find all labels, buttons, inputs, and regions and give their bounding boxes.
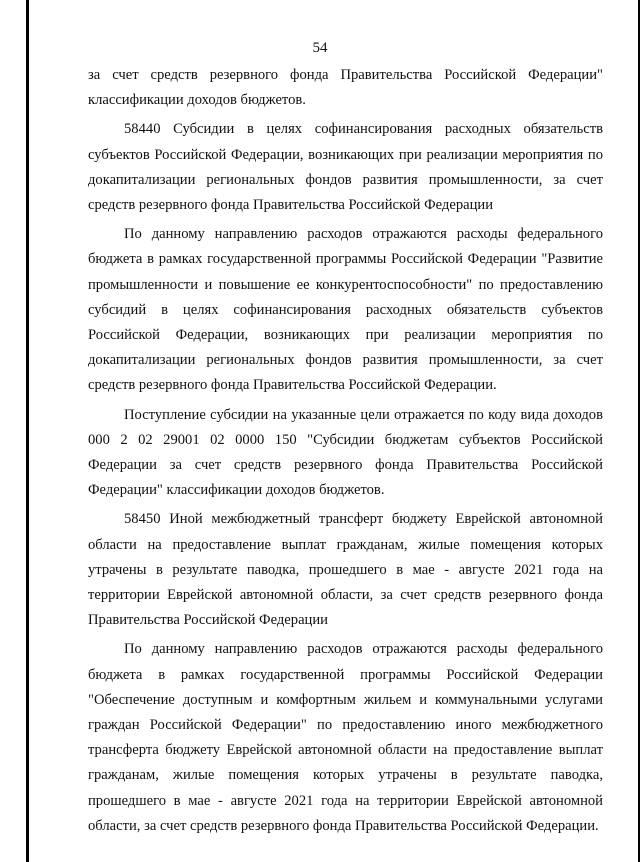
document-body xyxy=(88,63,603,843)
page-number: 54 xyxy=(312,40,328,56)
paragraph: По данному направлению расходов отражаются расходы федерального бюджета в рамках государственной программы Российской Федерации "Развитие промышленности и повышение ее конкурентоспособности" по предоставлению субсидий в целях софинансирования расходных обязательств субъектов Российской Федерации, возникающих при реализации мероприятия по докапитализации региональных фондов развития промышленности, за счет средств резервного фонда Правительства Российской Федерации. xyxy=(88,226,603,394)
paragraph: По данному направлению расходов отражаются расходы федерального бюджета в рамках государственной программы Российской Федерации "Обеспечение доступным и комфортным жильем и коммунальными услугами граждан Российской Федерации" по предоставлению иного межбюджетного трансферта бюджету Еврейской автономной области на предоставление выплат гражданам, жилые помещения которых утрачены в результате паводка, прошедшего в мае - августе 2021 года на территории Еврейской автономной области, за счет средств резервного фонда Правительства Российской Федерации. xyxy=(88,641,603,834)
scan-margin xyxy=(0,0,26,862)
paragraph: 58440 Субсидии в целях софинансирования расходных обязательств субъектов Российской Федерации, возникающих при реализации мероприятия по докапитализации региональных фондов развития промышленности, за счет средств резервного фонда Правительства Российской Федерации xyxy=(88,121,603,214)
paragraph: 58450 Иной межбюджетный трансферт бюджету Еврейской автономной области на предоставление выплат гражданам, жилые помещения которых утрачены в результате паводка, прошедшего в мае - августе 2021 года на территории Еврейской автономной области, за счет средств резервного фонда Правительства Российской Федерации xyxy=(88,511,603,629)
scan-border-left xyxy=(26,0,29,862)
paragraph: за счет средств резервного фонда Правительства Российской Федерации" классификации доходов бюджетов. xyxy=(88,67,603,109)
paragraph: Поступление субсидии на указанные цели отражается по коду вида доходов 000 2 02 29001 02 0000 150 "Субсидии бюджетам субъектов Российской Федерации за счет средств резервного фонда Правительства Российской Федерации" классификации доходов бюджетов. xyxy=(88,406,603,499)
